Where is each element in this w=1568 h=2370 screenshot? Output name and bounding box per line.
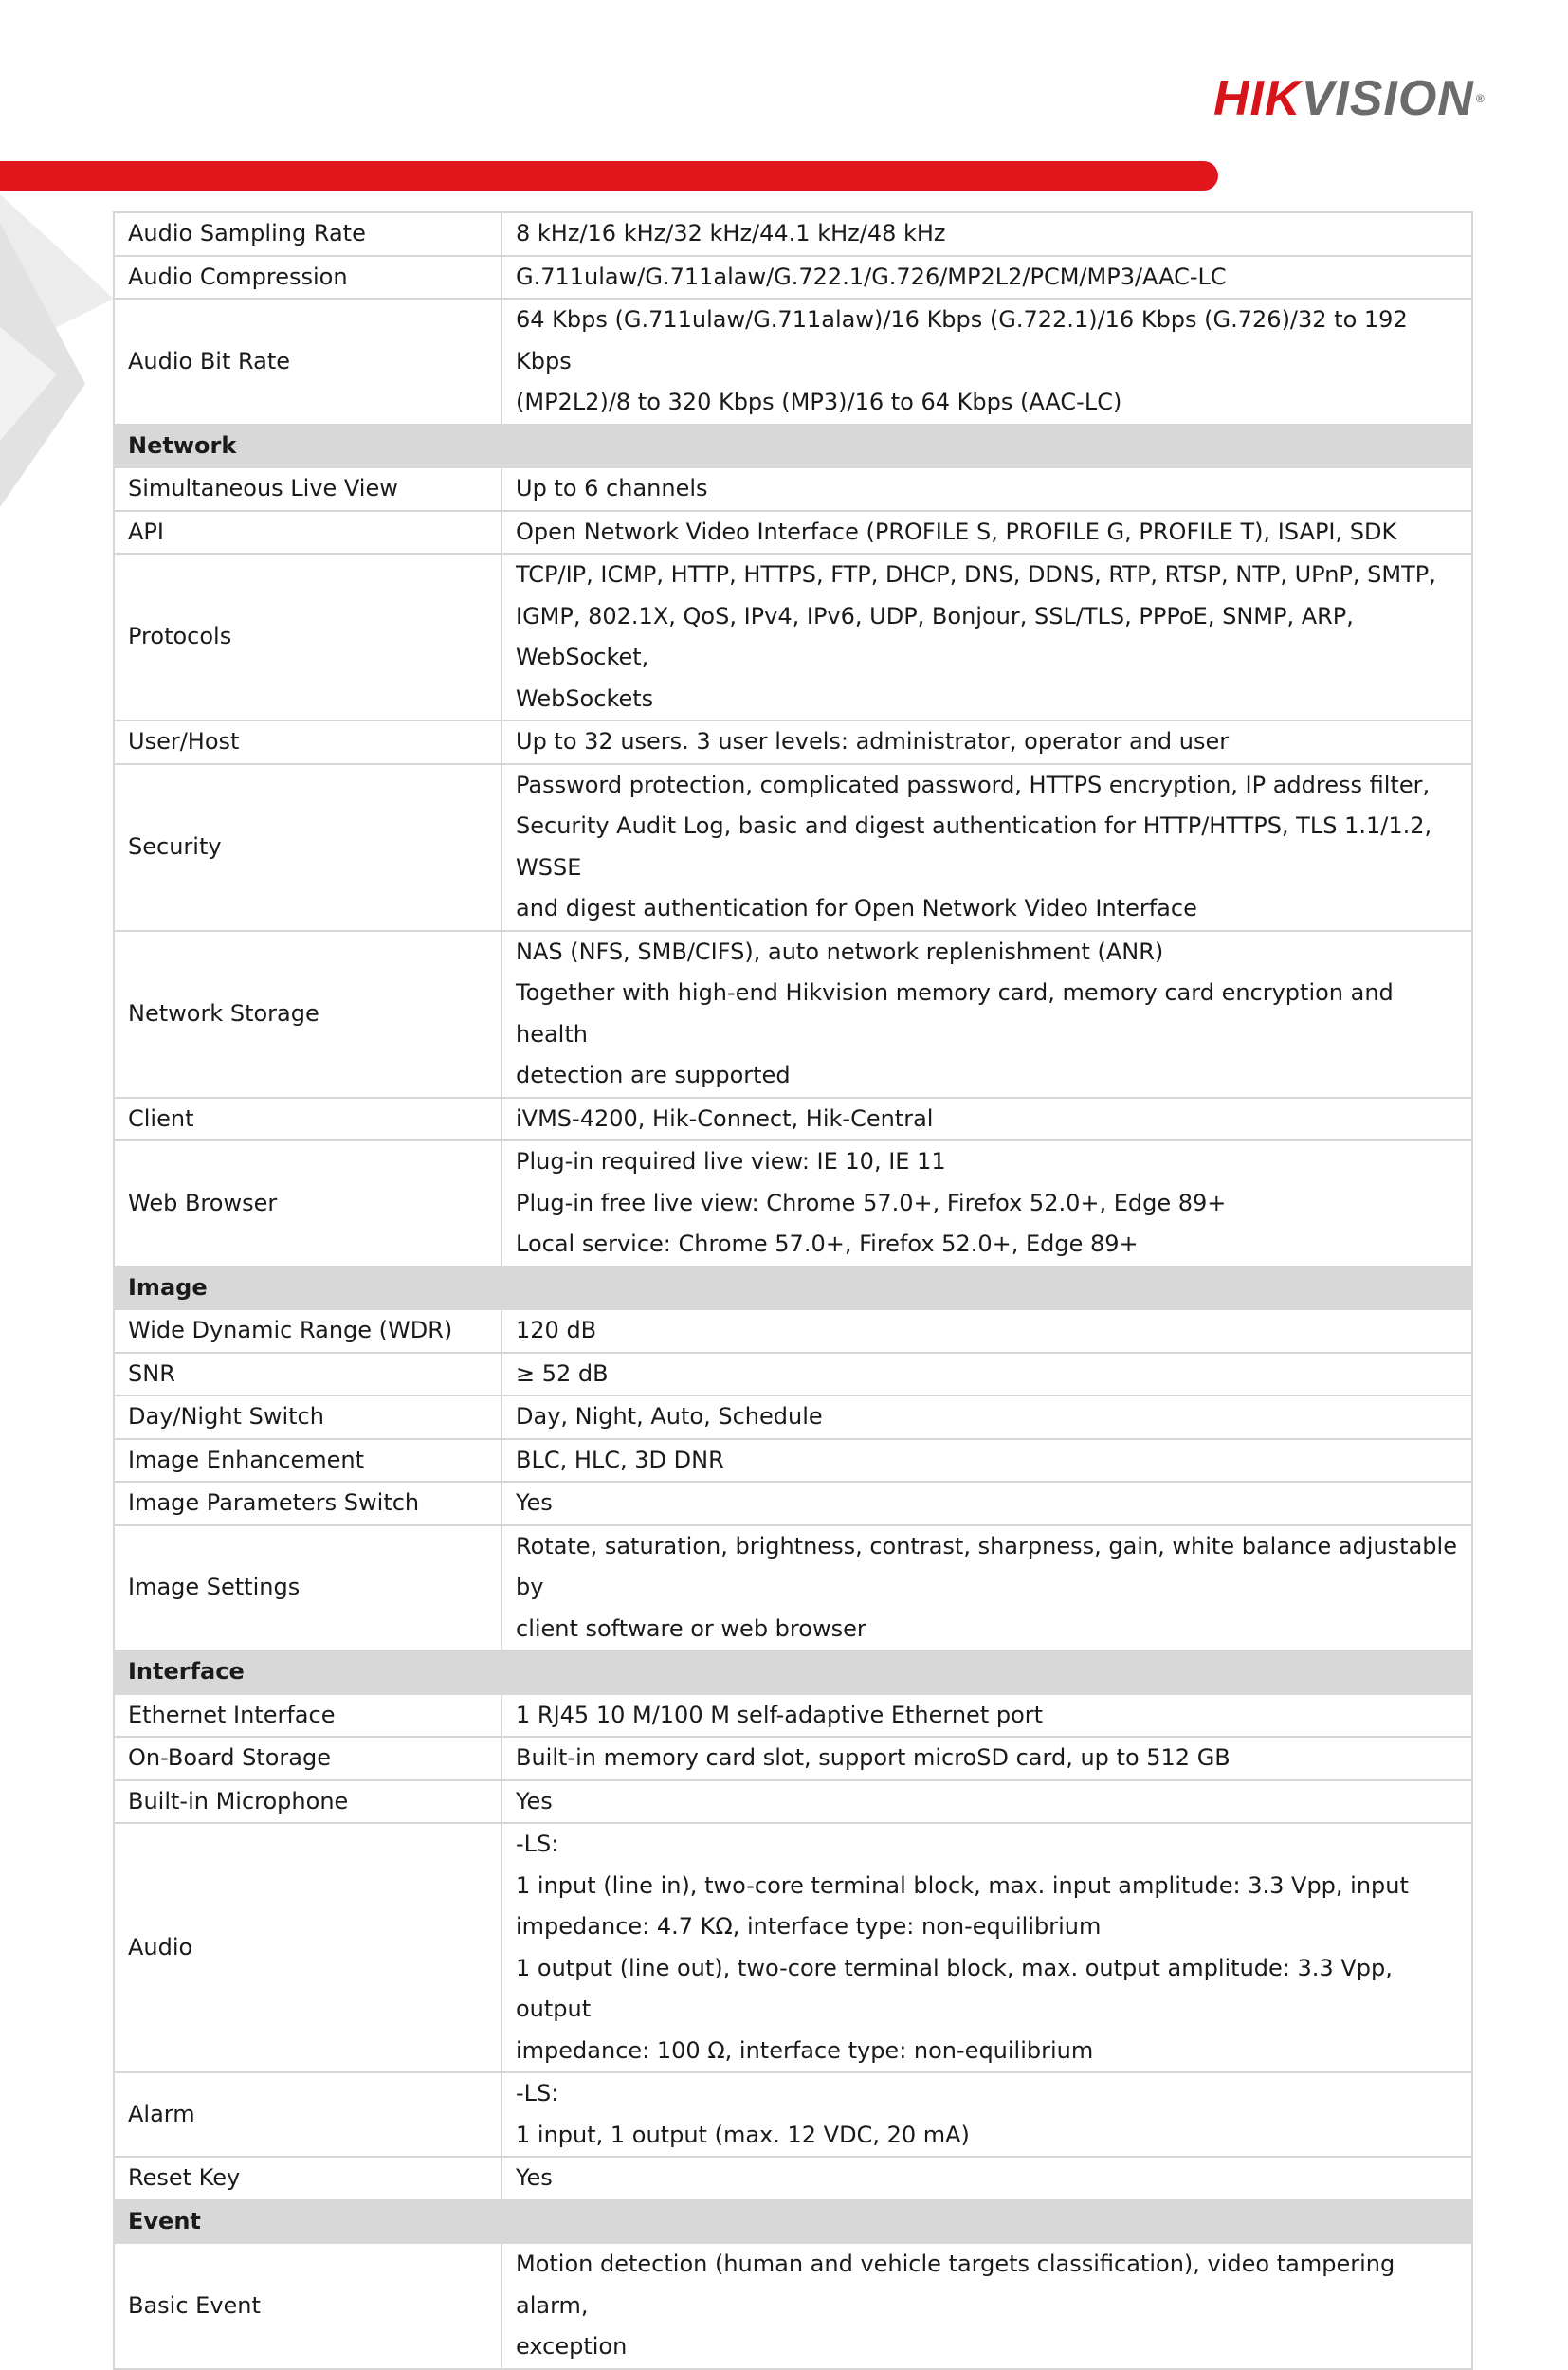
spec-value-line: Up to 32 users. 3 user levels: administrator, operator and user (516, 728, 1230, 755)
header-red-bar (0, 161, 1218, 191)
spec-value-line: Local service: Chrome 57.0+, Firefox 52.0+, Edge 89+ (516, 1231, 1139, 1257)
spec-row (114, 2072, 1472, 2157)
spec-label: Built-in Microphone (114, 1780, 501, 1824)
spec-row (114, 931, 1472, 1098)
spec-value (501, 1780, 1472, 1824)
spec-value (501, 764, 1472, 931)
spec-row (114, 256, 1472, 300)
spec-value (501, 299, 1472, 425)
spec-row (114, 511, 1472, 555)
spec-label: Image Parameters Switch (114, 1482, 501, 1525)
spec-row (114, 1482, 1472, 1525)
spec-label: Simultaneous Live View (114, 467, 501, 511)
spec-value-line: impedance: 100 Ω, interface type: non-equilibrium (516, 2036, 1094, 2064)
spec-label: On-Board Storage (114, 1737, 501, 1780)
spec-value (501, 2157, 1472, 2200)
spec-value-line: Rotate, saturation, brightness, contrast, sharpness, gain, white balance adjustable by (516, 1532, 1457, 1600)
spec-value-line: 64 Kbps (G.711ulaw/G.711alaw)/16 Kbps (G.722.1)/16 Kbps (G.726)/32 to 192 Kbps (516, 306, 1408, 374)
section-title: Image (114, 1267, 1472, 1310)
spec-row (114, 299, 1472, 425)
spec-value-line: -LS: (516, 2080, 559, 2106)
spec-row (114, 1140, 1472, 1267)
spec-value-line: iVMS-4200, Hik-Connect, Hik-Central (516, 1104, 934, 1132)
registered-mark: ® (1475, 92, 1486, 105)
spec-label: Ethernet Interface (114, 1694, 501, 1738)
spec-value-line: 1 output (line out), two-core terminal block, max. output amplitude: 3.3 Vpp, output (516, 1954, 1393, 2022)
spec-label: Image Enhancement (114, 1439, 501, 1483)
spec-value (501, 212, 1472, 256)
spec-row (114, 2157, 1472, 2200)
spec-value (501, 931, 1472, 1098)
spec-value-line: Yes (516, 2164, 553, 2191)
spec-label: Web Browser (114, 1140, 501, 1267)
spec-value-line: 1 RJ45 10 M/100 M self-adaptive Ethernet port (516, 1701, 1044, 1728)
logo-text-grey: VISION (1301, 71, 1474, 126)
spec-value (501, 1309, 1472, 1353)
spec-value (501, 467, 1472, 511)
spec-value-line: Plug-in free live view: Chrome 57.0+, Firefox 52.0+, Edge 89+ (516, 1189, 1227, 1216)
spec-value-line: 120 dB (516, 1317, 597, 1343)
spec-value-line: IGMP, 802.1X, QoS, IPv4, IPv6, UDP, Bonjour, SSL/TLS, PPPoE, SNMP, ARP, WebSocket, (516, 602, 1354, 670)
spec-value-line: 1 input, 1 output (max. 12 VDC, 20 mA) (516, 2121, 970, 2148)
spec-value (501, 1439, 1472, 1483)
section-header-row (114, 2200, 1472, 2244)
section-title: Network (114, 425, 1472, 468)
spec-value-line: and digest authentication for Open Network Video Interface (516, 895, 1197, 921)
spec-value (501, 2243, 1472, 2369)
spec-label: Basic Event (114, 2243, 501, 2369)
spec-row (114, 720, 1472, 764)
spec-label: Audio Bit Rate (114, 299, 501, 425)
spec-label: Day/Night Switch (114, 1395, 501, 1439)
spec-value-line: WebSockets (516, 684, 654, 712)
spec-label: Security (114, 764, 501, 931)
spec-label: User/Host (114, 720, 501, 764)
spec-row (114, 1098, 1472, 1141)
spec-row (114, 2243, 1472, 2369)
spec-value (501, 1482, 1472, 1525)
spec-table-body (114, 212, 1472, 2369)
spec-row (114, 1395, 1472, 1439)
spec-row (114, 1737, 1472, 1780)
spec-value-line: G.711ulaw/G.711alaw/G.722.1/G.726/MP2L2/PCM/MP3/AAC-LC (516, 263, 1227, 290)
spec-value-line: Day, Night, Auto, Schedule (516, 1403, 823, 1430)
spec-value (501, 554, 1472, 720)
spec-value-line: exception (516, 2333, 628, 2360)
spec-value-line: detection are supported (516, 1062, 791, 1088)
spec-value-line: Built-in memory card slot, support microSD card, up to 512 GB (516, 1744, 1231, 1771)
spec-value-line: Open Network Video Interface (PROFILE S, PROFILE G, PROFILE T), ISAPI, SDK (516, 518, 1397, 545)
spec-table (113, 211, 1473, 2370)
spec-value (501, 1353, 1472, 1396)
spec-row (114, 1525, 1472, 1651)
spec-label: Image Settings (114, 1525, 501, 1651)
spec-value-line: (MP2L2)/8 to 320 Kbps (MP3)/16 to 64 Kbps (AAC-LC) (516, 389, 1122, 415)
spec-row (114, 1780, 1472, 1824)
spec-value-line: client software or web browser (516, 1614, 866, 1642)
decorative-triangles-icon (0, 194, 123, 517)
section-header-row (114, 425, 1472, 468)
section-header-row (114, 1267, 1472, 1310)
spec-value-line: Security Audit Log, basic and digest authentication for HTTP/HTTPS, TLS 1.1/1.2, WSSE (516, 812, 1432, 881)
spec-value-line: BLC, HLC, 3D DNR (516, 1446, 724, 1473)
spec-label: Protocols (114, 554, 501, 720)
spec-row (114, 1694, 1472, 1738)
spec-value-line: TCP/IP, ICMP, HTTP, HTTPS, FTP, DHCP, DNS, DDNS, RTP, RTSP, NTP, UPnP, SMTP, (516, 561, 1436, 588)
spec-row (114, 1823, 1472, 2072)
spec-value (501, 2072, 1472, 2157)
spec-value-line: 1 input (line in), two-core terminal block, max. input amplitude: 3.3 Vpp, input (516, 1871, 1409, 1899)
spec-value (501, 1525, 1472, 1651)
spec-value (501, 511, 1472, 555)
spec-value-line: Password protection, complicated password, HTTPS encryption, IP address filter, (516, 771, 1431, 798)
spec-value-line: Yes (516, 1787, 553, 1814)
spec-value-line: impedance: 4.7 KΩ, interface type: non-equilibrium (516, 1913, 1102, 1940)
spec-value-line: -LS: (516, 1831, 559, 1857)
spec-value (501, 1140, 1472, 1267)
spec-row (114, 1439, 1472, 1483)
spec-label: Audio Sampling Rate (114, 212, 501, 256)
spec-value-line: Yes (516, 1489, 553, 1516)
spec-label: SNR (114, 1353, 501, 1396)
spec-row (114, 1309, 1472, 1353)
spec-row (114, 764, 1472, 931)
section-header-row (114, 1650, 1472, 1694)
spec-value-line: Motion detection (human and vehicle targets classification), video tampering alarm, (516, 2251, 1395, 2319)
spec-value (501, 1395, 1472, 1439)
spec-row (114, 212, 1472, 256)
spec-label: Network Storage (114, 931, 501, 1098)
section-title: Interface (114, 1650, 1472, 1694)
spec-value-line: Together with high-end Hikvision memory card, memory card encryption and health (516, 979, 1394, 1048)
spec-value-line: 8 kHz/16 kHz/32 kHz/44.1 kHz/48 kHz (516, 220, 946, 246)
spec-row (114, 467, 1472, 511)
spec-value (501, 1823, 1472, 2072)
spec-value-line: NAS (NFS, SMB/CIFS), auto network replenishment (ANR) (516, 938, 1164, 965)
spec-label: Alarm (114, 2072, 501, 2157)
spec-value (501, 1737, 1472, 1780)
spec-label: Audio (114, 1823, 501, 2072)
spec-row (114, 1353, 1472, 1396)
logo-text-red: HIK (1213, 71, 1302, 126)
spec-label: Wide Dynamic Range (WDR) (114, 1309, 501, 1353)
spec-value-line: ≥ 52 dB (516, 1359, 609, 1387)
spec-label: Client (114, 1098, 501, 1141)
spec-value-line: Plug-in required live view: IE 10, IE 11 (516, 1148, 946, 1175)
spec-value (501, 720, 1472, 764)
spec-value (501, 1694, 1472, 1738)
spec-value-line: Up to 6 channels (516, 475, 708, 501)
section-title: Event (114, 2200, 1472, 2244)
spec-label: Audio Compression (114, 256, 501, 300)
spec-label: API (114, 511, 501, 555)
spec-row (114, 554, 1472, 720)
spec-value (501, 1098, 1472, 1141)
spec-value (501, 256, 1472, 300)
spec-label: Reset Key (114, 2157, 501, 2200)
hikvision-logo (1213, 70, 1507, 127)
